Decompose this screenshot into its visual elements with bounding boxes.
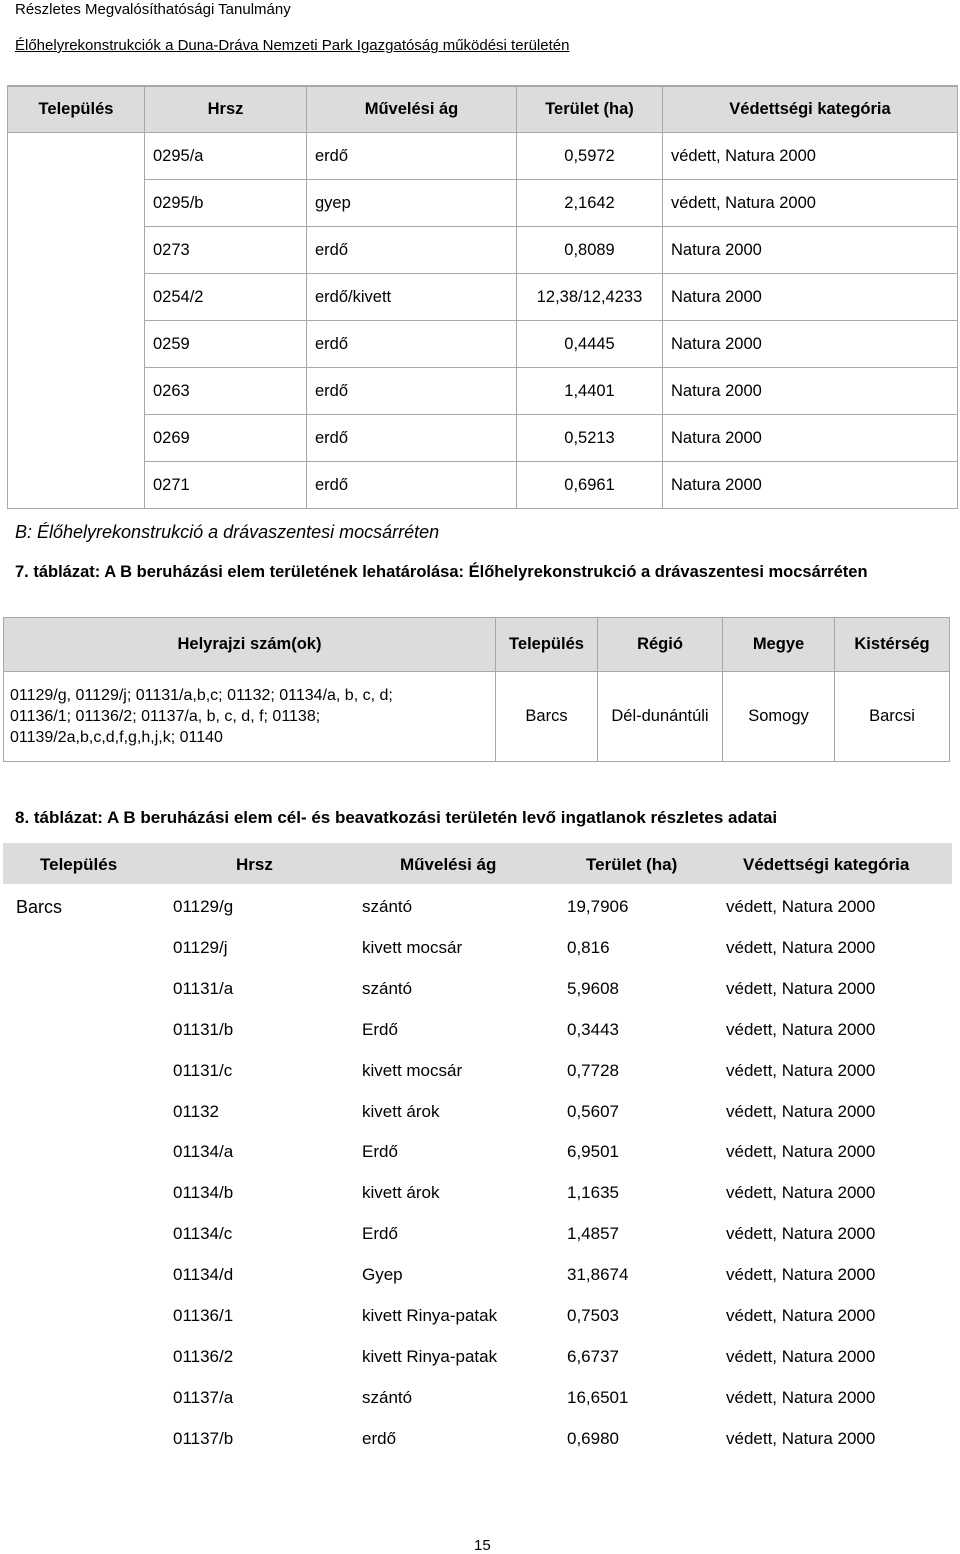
vedettseg-cell: védett, Natura 2000 [726,1306,876,1325]
terulet-cell: 6,9501 [567,1142,619,1162]
column-header-telepules: Település [8,86,145,133]
page-number: 15 [474,1537,491,1554]
telepules-cell: Barcs [16,897,63,917]
vedettseg-cell: Natura 2000 [663,321,958,368]
muvelesi-ag-cell: Erdő [362,1142,398,1162]
vedettseg-cell: védett, Natura 2000 [726,978,876,998]
terulet-cell: 6,6737 [567,1346,619,1366]
column-header-muvelesi-ag: Művelési ág [400,855,497,874]
muvelesi-ag-cell: Gyep [362,1265,403,1285]
table-header-row [3,843,952,884]
terulet-cell: 2,1642 [517,180,663,227]
terulet-cell: 0,7503 [567,1306,619,1325]
muvelesi-ag-cell: kivett mocsár [362,1060,463,1080]
vedettseg-cell: védett, Natura 2000 [726,1428,876,1448]
table-row [8,462,958,509]
hrsz-cell: 0269 [145,415,307,462]
column-header-regio: Régió [598,618,723,672]
muvelesi-ag-cell: Erdő [362,1224,398,1244]
hrsz-cell: 01136/1 [173,1306,234,1325]
table-row [8,368,958,415]
vedettseg-cell: védett, Natura 2000 [726,1142,876,1162]
vedettseg-cell: védett, Natura 2000 [726,1387,876,1407]
document-header-subtitle: Élőhelyrekonstrukciók a Duna-Dráva Nemzeti Park Igazgatóság működési területén [15,37,570,54]
vedettseg-cell: védett, Natura 2000 [726,937,876,957]
muvelesi-ag-cell: erdő [307,227,517,274]
hrsz-cell: 0271 [145,462,307,509]
vedettseg-cell: Natura 2000 [663,368,958,415]
parcel-numbers-line: 01136/1; 01136/2; 01137/a, b, c, d, f; 01138; [10,708,321,725]
terulet-cell: 0,4445 [517,321,663,368]
vedettseg-cell: védett, Natura 2000 [663,180,958,227]
telepules-cell: Barcs [496,672,598,762]
parcel-numbers-line: 01139/2a,b,c,d,f,g,h,j,k; 01140 [10,729,223,746]
column-header-muvelesi-ag: Művelési ág [307,86,517,133]
terulet-cell: 0,3443 [567,1019,619,1039]
muvelesi-ag-cell: kivett Rinya-patak [362,1346,498,1366]
muvelesi-ag-cell: kivett mocsár [362,937,463,957]
hrsz-cell: 0295/a [145,133,307,180]
hrsz-cell: 0273 [145,227,307,274]
column-header-telepules: Település [40,855,118,874]
vedettseg-cell: védett, Natura 2000 [726,1101,876,1121]
vedettseg-cell: védett, Natura 2000 [726,1224,876,1244]
table-row [8,133,958,180]
table-header-row [4,618,950,672]
hrsz-cell: 01136/2 [173,1346,234,1366]
vedettseg-cell: védett, Natura 2000 [726,1060,876,1080]
terulet-cell: 1,1635 [567,1183,619,1203]
muvelesi-ag-cell: szántó [362,1387,413,1407]
terulet-cell: 0,5607 [567,1101,619,1121]
table-row [8,321,958,368]
terulet-cell: 0,6980 [567,1428,619,1448]
table-row [8,227,958,274]
table-7-caption: 7. táblázat: A B beruházási elem területének lehatárolása: Élőhelyrekonstrukció a drávaszentesi mocsárréten [15,563,868,581]
column-header-vedettseg: Védettségi kategória [743,855,910,874]
hrsz-cell: 01134/c [173,1224,233,1244]
column-header-vedettseg: Védettségi kategória [663,86,958,133]
hrsz-cell: 01134/b [173,1183,234,1203]
hrsz-cell: 01131/a [173,978,234,998]
column-header-megye: Megye [723,618,835,672]
column-header-helyrajzi-szam: Helyrajzi szám(ok) [4,618,496,672]
muvelesi-ag-cell: kivett Rinya-patak [362,1306,498,1325]
hrsz-cell: 01137/b [173,1428,234,1448]
muvelesi-ag-cell: gyep [307,180,517,227]
hrsz-cell: 0259 [145,321,307,368]
terulet-cell: 0,5213 [517,415,663,462]
hrsz-cell: 01137/a [173,1387,234,1407]
muvelesi-ag-cell: szántó [362,978,413,998]
terulet-cell: 1,4401 [517,368,663,415]
muvelesi-ag-cell: erdő [307,368,517,415]
vedettseg-cell: védett, Natura 2000 [726,1265,876,1285]
hrsz-cell: 01131/b [173,1019,234,1039]
megye-cell: Somogy [723,672,835,762]
muvelesi-ag-cell: kivett árok [362,1101,440,1121]
terulet-cell: 16,6501 [567,1387,629,1407]
terulet-cell: 0,5972 [517,133,663,180]
muvelesi-ag-cell: Erdő [362,1019,398,1039]
terulet-cell: 0,7728 [567,1060,619,1080]
hrsz-cell: 01131/c [173,1060,233,1080]
table-body [8,133,958,509]
terulet-cell: 31,8674 [567,1265,629,1285]
muvelesi-ag-cell: erdő [307,321,517,368]
terulet-cell: 5,9608 [567,978,619,998]
hrsz-cell: 01132 [173,1101,220,1121]
vedettseg-cell: védett, Natura 2000 [663,133,958,180]
muvelesi-ag-cell: szántó [362,897,413,916]
column-header-hrsz: Hrsz [145,86,307,133]
hrsz-cell: 01134/a [173,1142,234,1162]
hrsz-cell: 01129/j [173,937,228,957]
parcel-table-a [7,85,958,509]
terulet-cell: 19,7906 [567,897,629,916]
vedettseg-cell: Natura 2000 [663,462,958,509]
vedettseg-cell: védett, Natura 2000 [726,1183,876,1203]
vedettseg-cell: védett, Natura 2000 [726,1019,876,1039]
parcel-numbers-line: 01129/g, 01129/j; 01131/a,b,c; 01132; 01134/a, b, c, d; [10,687,393,704]
vedettseg-cell: védett, Natura 2000 [726,897,876,916]
table-row [8,180,958,227]
table-8-caption: 8. táblázat: A B beruházási elem cél- és beavatkozási területén levő ingatlanok részletes adatai [15,808,778,827]
parcel-numbers-cell [4,672,496,762]
column-header-terulet: Terület (ha) [517,86,663,133]
muvelesi-ag-cell: erdő [307,415,517,462]
terulet-cell: 0,8089 [517,227,663,274]
vedettseg-cell: Natura 2000 [663,274,958,321]
vedettseg-cell: védett, Natura 2000 [726,1346,876,1366]
area-delimitation-table [3,617,950,762]
muvelesi-ag-cell: erdő [362,1428,397,1448]
section-heading-b: B: Élőhelyrekonstrukció a drávaszentesi mocsárréten [15,522,440,542]
kisterseg-cell: Barcsi [835,672,950,762]
hrsz-cell: 01134/d [173,1265,234,1285]
terulet-cell: 0,6961 [517,462,663,509]
table-row [8,274,958,321]
column-header-terulet: Terület (ha) [586,855,678,874]
column-header-telepules: Település [496,618,598,672]
document-header-title: Részletes Megvalósíthatósági Tanulmány [15,1,291,18]
vedettseg-cell: Natura 2000 [663,227,958,274]
table-header-row [8,86,958,133]
hrsz-cell: 0295/b [145,180,307,227]
vedettseg-cell: Natura 2000 [663,415,958,462]
muvelesi-ag-cell: erdő/kivett [307,274,517,321]
regio-cell: Dél-dunántúli [598,672,723,762]
muvelesi-ag-cell: erdő [307,462,517,509]
table-row [4,672,950,762]
hrsz-cell: 0254/2 [145,274,307,321]
terulet-cell: 1,4857 [567,1224,619,1244]
telepules-cell [8,133,145,509]
table-row [8,415,958,462]
column-header-hrsz: Hrsz [236,855,273,874]
terulet-cell: 0,816 [567,937,610,957]
terulet-cell: 12,38/12,4233 [517,274,663,321]
column-header-kisterseg: Kistérség [835,618,950,672]
hrsz-cell: 01129/g [173,897,234,916]
muvelesi-ag-cell: erdő [307,133,517,180]
muvelesi-ag-cell: kivett árok [362,1183,440,1203]
hrsz-cell: 0263 [145,368,307,415]
